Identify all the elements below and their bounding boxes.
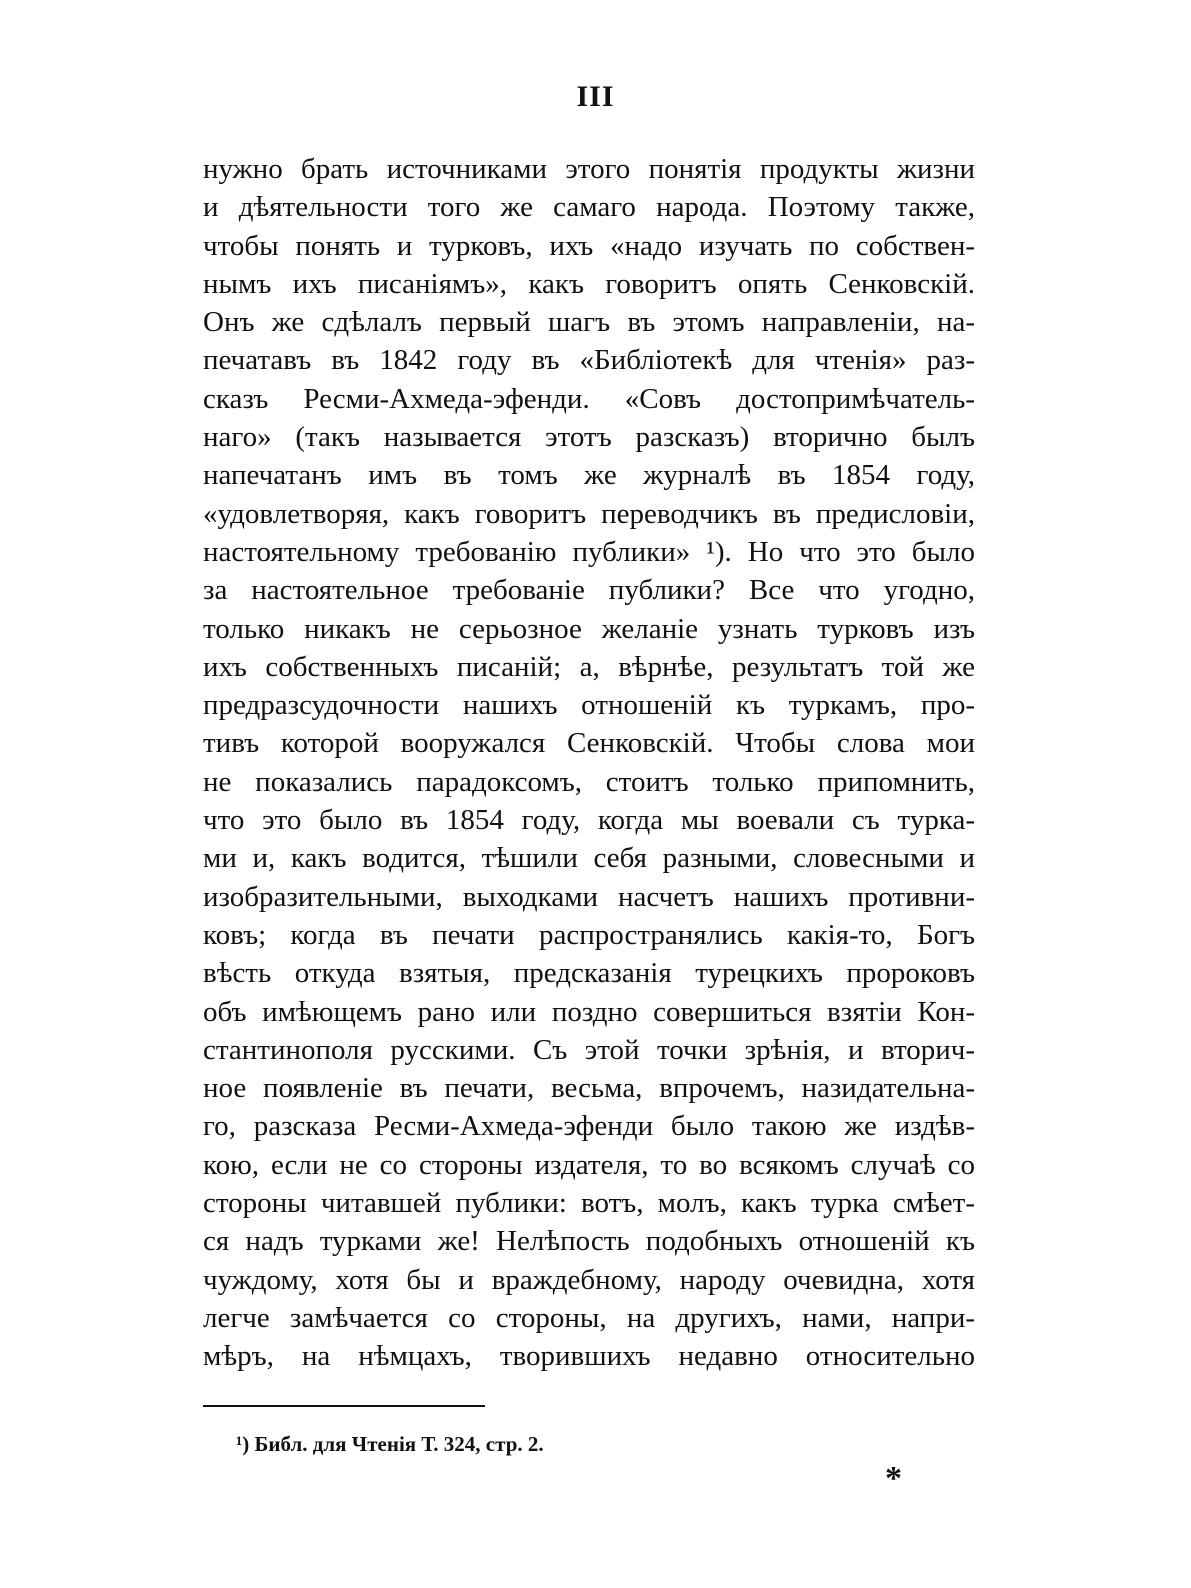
text-line: за настоятельное требованіе публики? Все что угодно, xyxy=(203,574,975,607)
text-line: ся надъ турками же! Нелѣпость подобныхъ отношеній къ xyxy=(203,1225,975,1258)
text-line: ковъ; когда въ печати распространялись какія-то, Богъ xyxy=(203,918,975,951)
signature-mark: * xyxy=(885,1460,902,1497)
text-line: легче замѣчается со стороны, на другихъ, нами, напри- xyxy=(203,1301,975,1334)
footnote-divider xyxy=(203,1405,485,1407)
text-line: изобразительными, выходками насчетъ нашихъ противни- xyxy=(203,880,975,913)
text-line: нужно брать источниками этого понятія продукты жизни xyxy=(203,153,975,185)
text-line: ное появленіе въ печати, весьма, впрочемъ, назидательна- xyxy=(203,1072,975,1105)
body-text xyxy=(203,150,975,1376)
text-line: нымъ ихъ писаніямъ», какъ говоритъ опять Сенковскій. xyxy=(203,267,975,300)
text-line: ихъ собственныхъ писаній; а, вѣрнѣе, результатъ той же xyxy=(203,650,975,683)
text-line: чуждому, хотя бы и враждебному, народу очевидна, хотя xyxy=(203,1263,975,1296)
footnote: ¹) Библ. для Чтенія Т. 324, стр. 2. xyxy=(236,1432,544,1456)
text-line: настоятельному требованію публики» ¹). Но что это было xyxy=(203,535,975,568)
text-line: объ имѣющемъ рано или поздно совершиться взятіи Кон- xyxy=(203,995,975,1028)
text-line: Онъ же сдѣлалъ первый шагъ въ этомъ направленіи, на- xyxy=(203,306,975,339)
text-line: стантинополя русскими. Съ этой точки зрѣнія, и вторич- xyxy=(203,1033,975,1066)
text-line: что это было въ 1854 году, когда мы воевали съ турка- xyxy=(203,804,975,837)
text-line: только никакъ не серьозное желаніе узнать турковъ изъ xyxy=(203,612,975,645)
text-line: го, разсказа Ресми-Ахмеда-эфенди было такою же издѣв- xyxy=(203,1110,975,1143)
text-line: мѣръ, на нѣмцахъ, творившихъ недавно относительно xyxy=(203,1340,975,1373)
text-line: напечатанъ имъ въ томъ же журналѣ въ 1854 году, xyxy=(203,459,975,492)
text-line: вѣсть откуда взятыя, предсказанія турецкихъ пророковъ xyxy=(203,957,975,990)
text-line: и дѣятельности того же самаго народа. Поэтому также, xyxy=(203,191,975,224)
text-line: чтобы понять и турковъ, ихъ «надо изучать по собствен- xyxy=(203,229,975,262)
text-line: не показались парадоксомъ, стоитъ только припомнить, xyxy=(203,765,975,798)
text-line: тивъ которой вооружался Сенковскій. Чтобы слова мои xyxy=(203,727,975,760)
text-line: кою, если не со стороны издателя, то во всякомъ случаѣ со xyxy=(203,1148,975,1181)
text-line: сказъ Ресми-Ахмеда-эфенди. «Совъ достопримѣчатель- xyxy=(203,382,975,415)
page-number: III xyxy=(576,80,615,113)
text-line: наго» (такъ называется этотъ разсказъ) вторично былъ xyxy=(203,421,975,454)
text-line: печатавъ въ 1842 году въ «Библіотекѣ для чтенія» раз- xyxy=(203,344,975,377)
text-line: «удовлетворяя, какъ говоритъ переводчикъ въ предисловіи, xyxy=(203,497,975,530)
text-line: ми и, какъ водится, тѣшили себя разными, словесными и xyxy=(203,842,975,875)
text-line: стороны читавшей публики: вотъ, молъ, какъ турка смѣет- xyxy=(203,1187,975,1220)
text-line: предразсудочности нашихъ отношеній къ туркамъ, про- xyxy=(203,689,975,722)
